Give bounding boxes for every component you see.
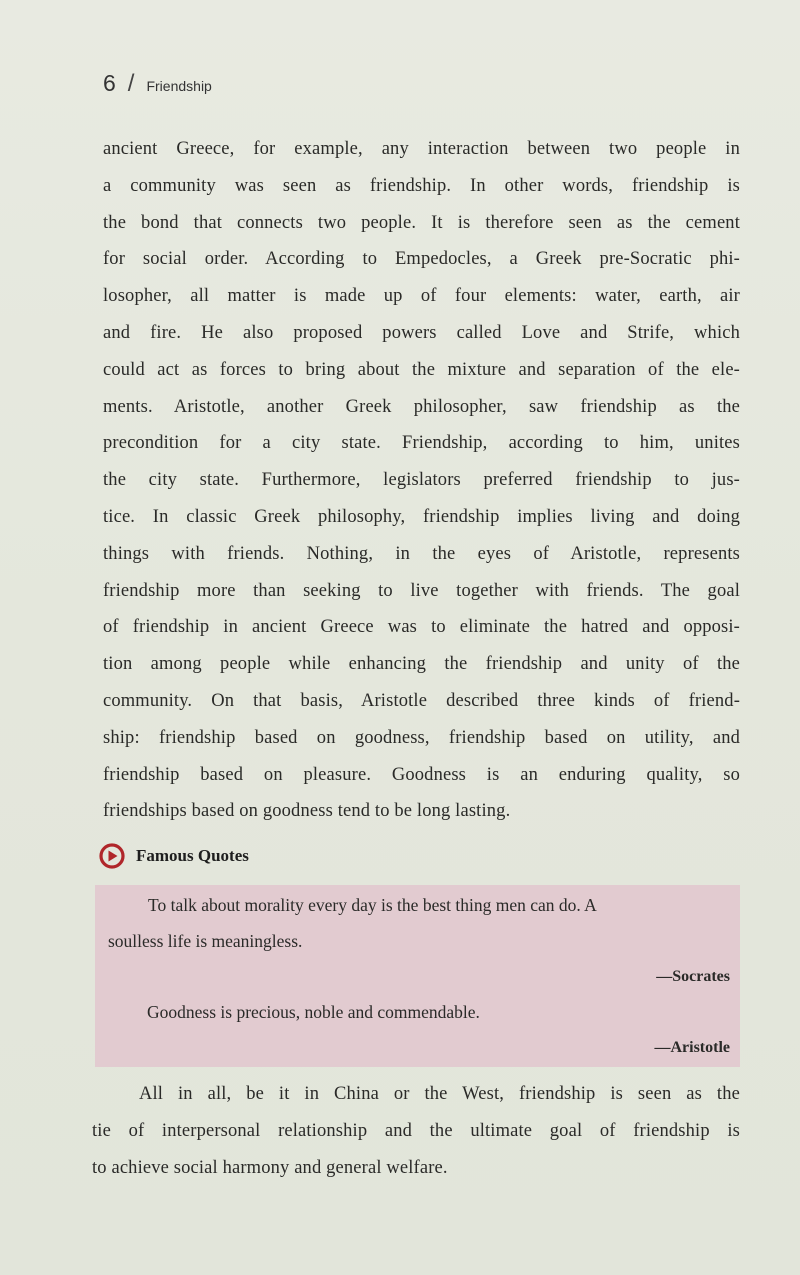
- body-line: a community was seen as friendship. In other words, friendship is: [103, 175, 740, 196]
- body-line: the city state. Furthermore, legislators preferred friendship to jus-: [103, 470, 740, 491]
- body-line: tice. In classic Greek philosophy, friendship implies living and doing: [103, 506, 740, 527]
- famous-quotes-heading: [99, 843, 249, 869]
- body-line: the bond that connects two people. It is therefore seen as the cement: [103, 212, 740, 233]
- body-paragraph: [103, 131, 740, 830]
- body-line: community. On that basis, Aristotle described three kinds of friend-: [103, 690, 740, 711]
- quote-text: Goodness is precious, noble and commendable.: [147, 1002, 480, 1022]
- body-line: ancient Greece, for example, any interaction between two people in: [103, 139, 740, 159]
- quote-box: [95, 885, 740, 1067]
- quote-text: soulless life is meaningless.: [108, 931, 303, 951]
- body-line: ments. Aristotle, another Greek philosopher, saw friendship as the: [103, 396, 740, 417]
- body-line: of friendship in ancient Greece was to eliminate the hatred and opposi-: [103, 617, 740, 638]
- running-title: Friendship: [146, 78, 212, 94]
- body-line: losopher, all matter is made up of four elements: water, earth, air: [103, 286, 740, 307]
- body-line: friendship based on pleasure. Goodness is an enduring quality, so: [103, 764, 740, 785]
- body-line: things with friends. Nothing, in the eyes of Aristotle, represents: [103, 543, 740, 564]
- body-line: tie of interpersonal relationship and the ultimate goal of friendship is: [92, 1120, 740, 1141]
- body-line: All in all, be it in China or the West, friendship is seen as the: [139, 1084, 740, 1104]
- body-line: ship: friendship based on goodness, friendship based on utility, and: [103, 727, 740, 748]
- body-line: friendships based on goodness tend to be long lasting.: [103, 801, 511, 822]
- quote-text: To talk about morality every day is the best thing men can do. A: [148, 895, 597, 915]
- play-circle-icon: [99, 843, 125, 869]
- page-number: 6: [103, 70, 116, 96]
- body-line: precondition for a city state. Friendship, according to him, unites: [103, 433, 740, 454]
- body-line: friendship more than seeking to live together with friends. The goal: [103, 580, 740, 601]
- body-line: for social order. According to Empedocles, a Greek pre-Socratic phi-: [103, 249, 740, 270]
- body-line: could act as forces to bring about the mixture and separation of the ele-: [103, 359, 740, 380]
- body-line: and fire. He also proposed powers called Love and Strife, which: [103, 322, 740, 343]
- body-line: tion among people while enhancing the friendship and unity of the: [103, 654, 740, 675]
- quote-author: —Aristotle: [654, 1039, 730, 1056]
- famous-quotes-title: Famous Quotes: [136, 846, 249, 865]
- body-line: to achieve social harmony and general welfare.: [92, 1157, 448, 1178]
- header-separator: /: [127, 70, 135, 97]
- closing-paragraph: [92, 1076, 740, 1186]
- page-header: [103, 70, 212, 98]
- quote-author: —Socrates: [656, 968, 730, 985]
